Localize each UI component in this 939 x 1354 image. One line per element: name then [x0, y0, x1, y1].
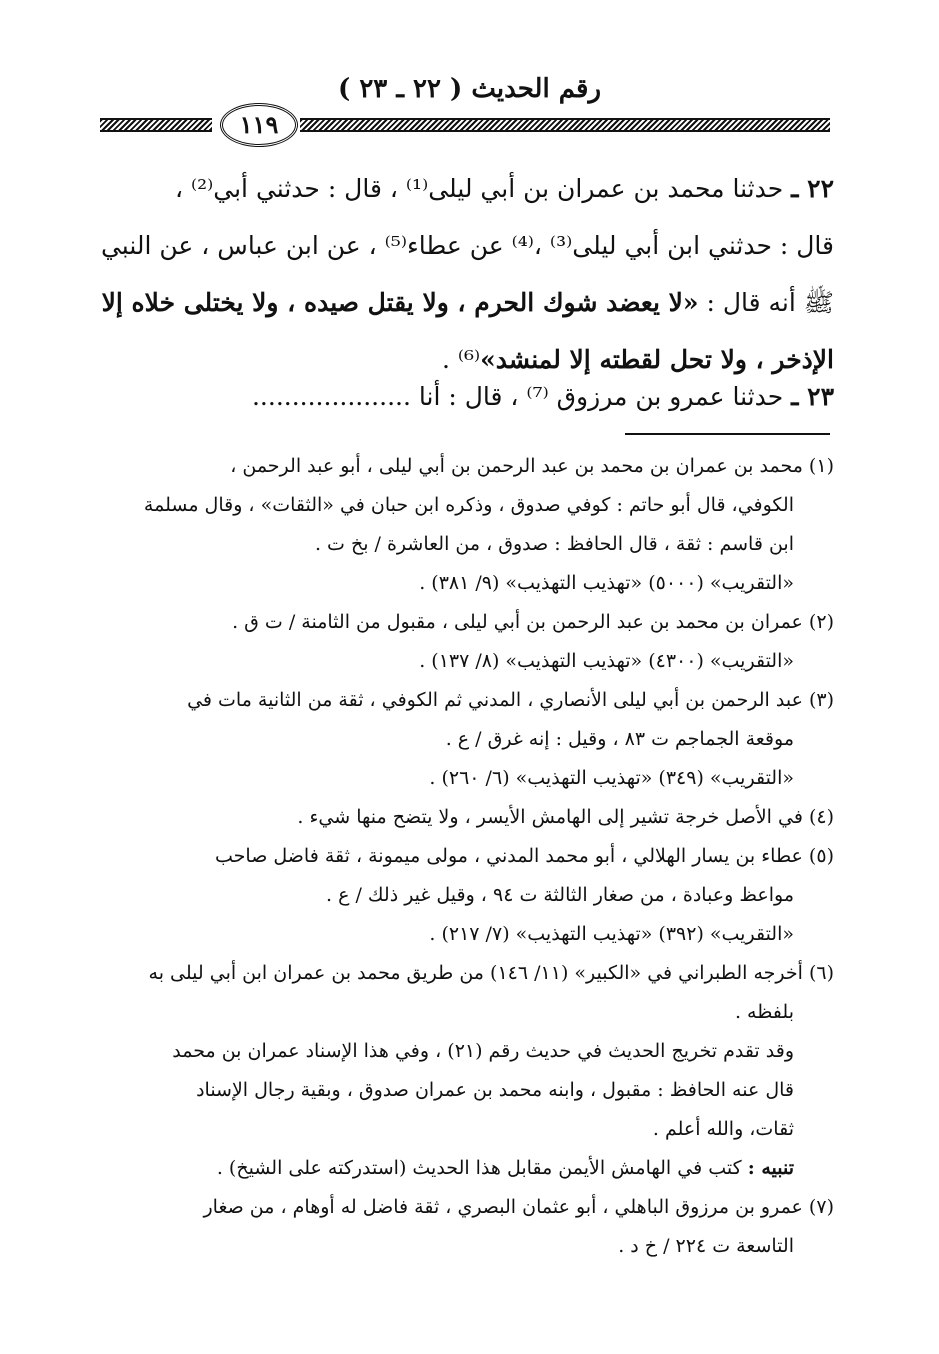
note-label: تنبيه :	[747, 1157, 794, 1179]
footnote-line: (٣) عبد الرحمن بن أبي ليلى الأنصاري ، المدني ثم الكوفي ، ثقة من الثانية مات في	[187, 689, 834, 711]
hadith-22-line-2: قال : حدثني ابن أبي ليلى⁽³⁾ ،⁽⁴⁾ عن عطاء⁽⁵⁾ ، عن ابن عباس ، عن النبي	[100, 231, 834, 260]
footnote-1	[100, 447, 834, 603]
footnote-line: «التقريب» (٣٩٢) «تهذيب التهذيب» (٧/ ٢١٧) .	[429, 923, 794, 945]
footnote-line: ابن قاسم : ثقة ، قال الحافظ : صدوق ، من العاشرة / بخ ت .	[314, 533, 794, 555]
footnote-line: التاسعة ت ٢٢٤ / خ د .	[618, 1235, 794, 1257]
footnote-line: موقعة الجماجم ت ٨٣ ، وقيل : إنه غرق / ع .	[445, 728, 794, 750]
footnote-7	[100, 1188, 834, 1266]
hadith-number: ٢٣ ـ	[791, 382, 834, 411]
hadith-22-line-1	[100, 160, 834, 217]
header-rule-right	[300, 118, 830, 132]
footnote-line: بلفظه .	[734, 1001, 794, 1023]
page-header-title: رقم الحديث ( ٢٢ ـ ٢٣ )	[337, 74, 602, 104]
footnote-5	[100, 837, 834, 954]
footnote-4	[100, 798, 834, 837]
hadith-22-text-1: حدثنا محمد بن عمران بن أبي ليلى⁽¹⁾ ، قال : حدثني أبي⁽²⁾ ،	[174, 174, 784, 203]
footnote-note	[100, 1149, 834, 1188]
footnote-line: (٤) في الأصل خرجة تشير إلى الهامش الأيسر ، ولا يتضح منها شيء .	[297, 806, 834, 828]
hadith-22-line-3	[100, 274, 834, 331]
footnote-line: (٢) عمران بن محمد بن عبد الرحمن بن أبي ليلى ، مقبول من الثامنة / ت ق .	[232, 611, 834, 633]
footnote-line: «التقريب» (٣٤٩) «تهذيب التهذيب» (٦/ ٢٦٠) .	[429, 767, 794, 789]
footnote-line: (٦) أخرجه الطبراني في «الكبير» (١١/ ١٤٦) من طريق محمد بن عمران ابن أبي ليلى به	[148, 962, 834, 984]
hadith-22-line-4-suffix: ⁽⁶⁾ .	[441, 345, 481, 374]
footnote-line: «التقريب» (٥٠٠٠) «تهذيب التهذيب» (٩/ ٣٨١) .	[419, 572, 794, 594]
hadith-number: ٢٢ ـ	[791, 174, 834, 203]
hadith-22	[100, 160, 834, 388]
note-text: كتب في الهامش الأيمن مقابل هذا الحديث (استدركته على الشيخ) .	[216, 1157, 742, 1179]
footnote-6	[100, 954, 834, 1188]
hadith-22-line-3-prefix: ﷺ أنه قال :	[706, 288, 834, 317]
hadith-22-matn-1: «لا يعضد شوك الحرم ، ولا يقتل صيده ، ولا يختلى خلاه إلا	[101, 288, 699, 317]
footnotes	[100, 447, 834, 1266]
hadith-23	[100, 372, 834, 422]
footnote-line: وقد تقدم تخريج الحديث في حديث رقم (٢١) ، وفي هذا الإسناد عمران بن محمد	[172, 1040, 794, 1062]
footnote-line: (٧) عمرو بن مرزوق الباهلي ، أبو عثمان البصري ، ثقة فاضل له أوهام ، من صغار	[203, 1196, 834, 1218]
footnote-line: (٥) عطاء بن يسار الهلالي ، أبو محمد المدني ، مولى ميمونة ، ثقة فاضل صاحب	[215, 845, 834, 867]
hadith-23-dots: ....................	[251, 382, 411, 411]
footnote-line: ثقات، والله أعلم .	[652, 1118, 794, 1140]
hadith-23-line-1	[100, 372, 834, 422]
header-rule-left	[100, 118, 212, 132]
hadith-23-text: حدثنا عمرو بن مرزوق ⁽⁷⁾ ، قال : أنا	[418, 382, 784, 411]
page-number-badge: ١١٩	[220, 103, 298, 147]
hadith-22-matn-2: الإذخر ، ولا تحل لقطته إلا لمنشد»	[480, 345, 834, 374]
footnote-line: مواعظ وعبادة ، من صغار الثالثة ت ٩٤ ، وقيل غير ذلك / ع .	[326, 884, 794, 906]
footnote-3	[100, 681, 834, 798]
footnote-2	[100, 603, 834, 681]
footnote-separator	[625, 433, 830, 435]
footnote-line: الكوفي، قال أبو حاتم : كوفي صدوق ، وذكره ابن حبان في «الثقات» ، وقال مسلمة	[143, 494, 794, 516]
footnote-line: قال عنه الحافظ : مقبول ، وابنه محمد بن عمران صدوق ، وبقية رجال الإسناد	[196, 1079, 794, 1101]
footnote-line: (١) محمد بن عمران بن محمد بن عبد الرحمن بن أبي ليلى ، أبو عبد الرحمن ،	[230, 455, 834, 477]
footnote-line: «التقريب» (٤٣٠٠) «تهذيب التهذيب» (٨/ ١٣٧) .	[419, 650, 794, 672]
